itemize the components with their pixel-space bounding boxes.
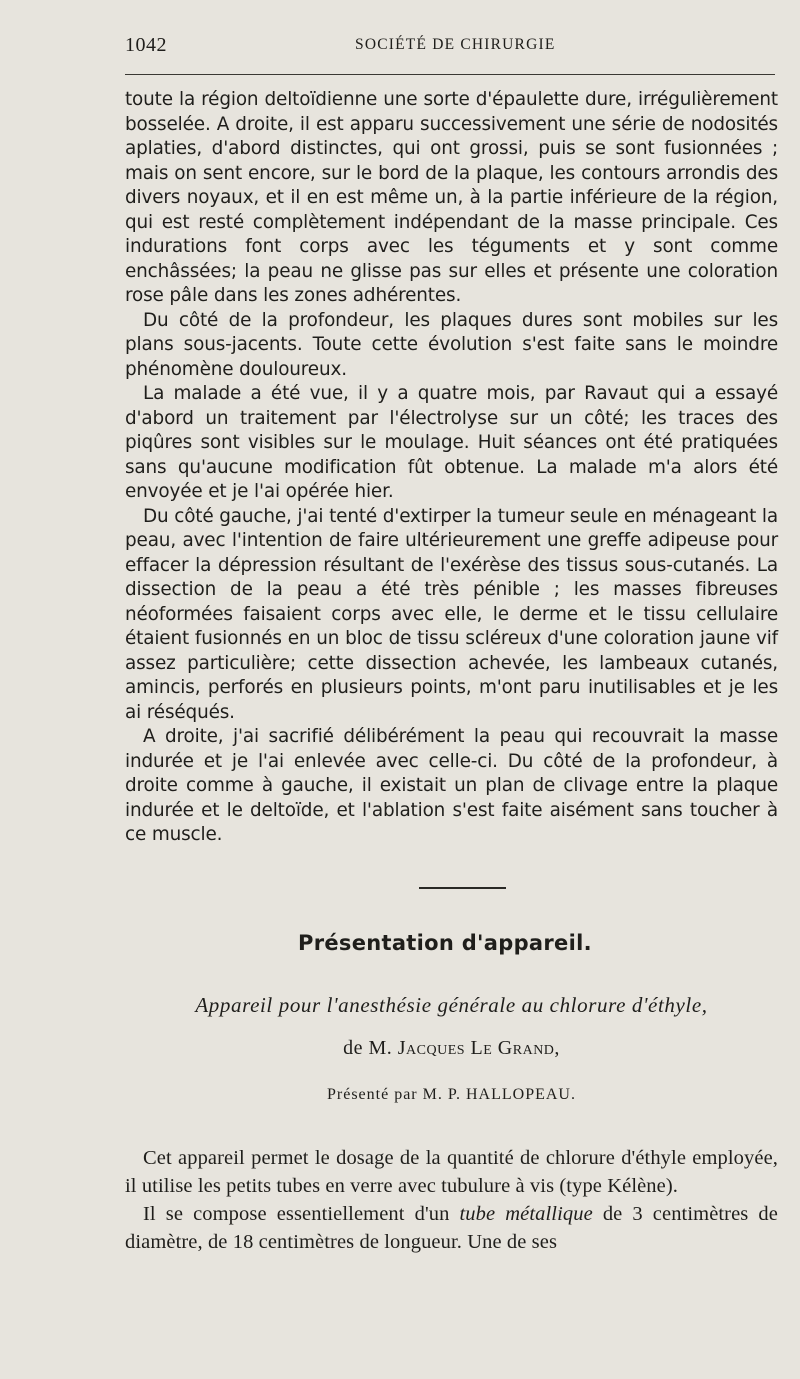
header-rule bbox=[125, 74, 775, 75]
italic-term: tube métallique bbox=[459, 1203, 593, 1225]
paragraph: A droite, j'ai sacrifié délibérément la peau qui recouvrait la masse indurée et je l'ai enlevée avec celle-ci. Du côté de la profondeur, à droite comme à gauche, il existait un plan de clivage entre la plaque indurée et le deltoïde, et l'ablation s'est faite aisément sans toucher à ce muscle. bbox=[125, 726, 778, 845]
page-header bbox=[125, 34, 775, 58]
section-divider bbox=[419, 887, 506, 889]
running-head: SOCIÉTÉ DE CHIRURGIE bbox=[355, 36, 556, 53]
paragraph: toute la région deltoïdienne une sorte d'épaulette dure, irrégulièrement bosselée. A droite, il est apparu successivement une série de nodosités aplaties, d'abord distinctes, qui ont grossi, puis se sont fusionnées ; mais on sent encore, sur le bord de la plaque, les contours arrondis des divers noyaux, et il en est même un, à la partie inférieure de la région, qui est resté complètement indépendant de la masse principale. Ces indurations font corps avec les téguments et y sont comme enchâssées; la peau ne glisse pas sur elles et présente une coloration rose pâle dans les zones adhérentes. bbox=[125, 89, 778, 306]
text-run: Il se compose essentiellement d'un bbox=[143, 1203, 450, 1225]
closing-text bbox=[125, 1144, 778, 1256]
author-name: Jacques Le Grand, bbox=[397, 1037, 560, 1059]
author-line bbox=[125, 1037, 778, 1060]
page-number: 1042 bbox=[125, 34, 167, 56]
paragraph bbox=[125, 1200, 778, 1256]
text-run: de 3 centimètres de diamètre, de 18 centimètres de longueur. Une de ses bbox=[125, 1203, 778, 1253]
paragraph: Du côté gauche, j'ai tenté d'extirper la tumeur seule en ménageant la peau, avec l'intention de faire ultérieurement une greffe adipeuse pour effacer la dépression résultant de l'exérèse des tissus sous-cutanés. La dissection de la peau a été très pénible ; les masses fibreuses néoformées faisaient corps avec elle, le derme et le tissu cellulaire étaient fusionnés en un bloc de tissu scléreux d'une coloration jaune vif assez particulière; cette dissection achevée, les lambeaux cutanés, amincis, perforés en plusieurs points, m'ont paru inutilisables et je les ai réséqués. bbox=[125, 505, 778, 723]
article-title: Appareil pour l'anesthésie générale au chlorure d'éthyle, bbox=[195, 993, 708, 1017]
section-title: Présentation d'appareil. bbox=[298, 931, 592, 955]
author-prefix: de M. bbox=[343, 1037, 393, 1059]
presenter-line: Présenté par M. P. HALLOPEAU. bbox=[327, 1086, 576, 1103]
paragraph: Du côté de la profondeur, les plaques dures sont mobiles sur les plans sous-jacents. Toute cette évolution s'est faite sans le moindre phénomène douloureux. bbox=[125, 309, 778, 380]
paragraph: La malade a été vue, il y a quatre mois, par Ravaut qui a essayé d'abord un traitement par l'électrolyse sur un côté; les traces des piqûres sont visibles sur le moulage. Huit séances ont été pratiquées sans qu'aucune modification fût obtenue. La malade m'a alors été envoyée et je l'ai opérée hier. bbox=[125, 383, 778, 502]
paragraph: Cet appareil permet le dosage de la quantité de chlorure d'éthyle employée, il utilise les petits tubes en verre avec tubulure à vis (type Kélène). bbox=[125, 1147, 778, 1197]
body-text bbox=[125, 88, 778, 848]
